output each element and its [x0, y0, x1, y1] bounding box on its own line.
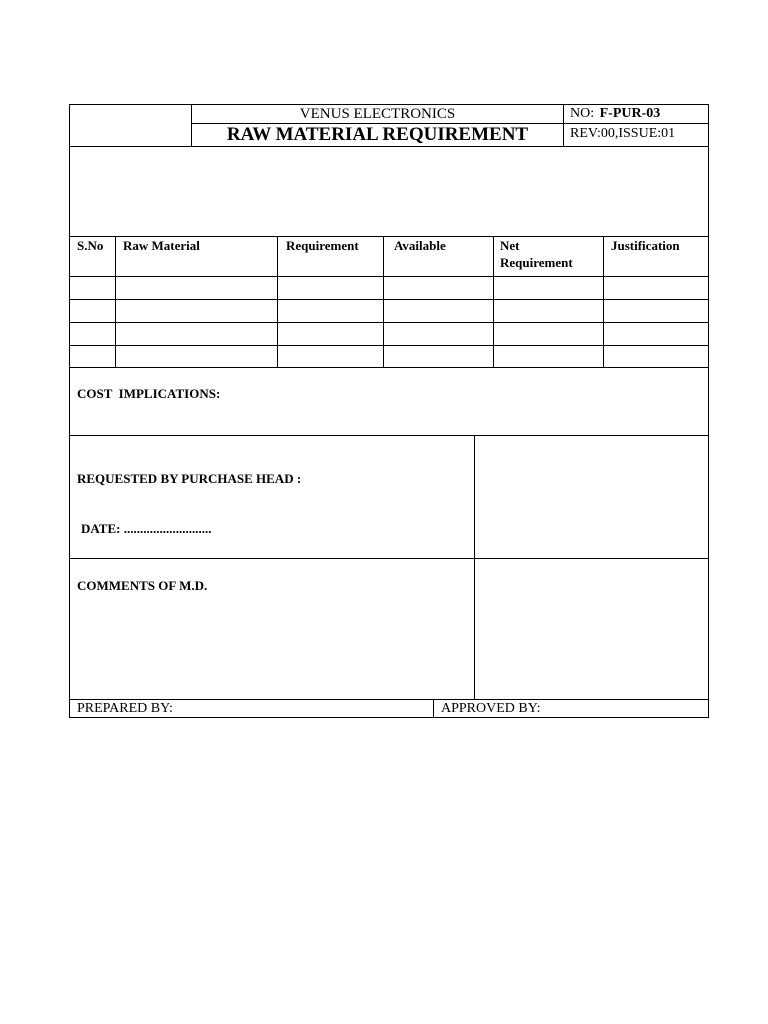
column-header-requirement: Requirement	[286, 238, 359, 253]
document-number	[570, 105, 660, 122]
column-header-raw-material: Raw Material	[123, 238, 200, 253]
table-row	[69, 322, 709, 323]
footer-divider	[433, 699, 434, 718]
requested-section-bottom-rule	[69, 558, 709, 559]
form-border	[69, 104, 709, 718]
header-bottom-rule	[69, 146, 709, 147]
signature-column-divider	[474, 435, 475, 700]
table-row	[69, 299, 709, 300]
comments-label: COMMENTS OF M.D.	[77, 578, 208, 593]
form-title: RAW MATERIAL REQUIREMENT	[226, 124, 529, 145]
col-divider-5	[603, 236, 604, 368]
document-number-label: NO:	[570, 106, 595, 121]
cost-implications-label: COST IMPLICATIONS:	[77, 386, 221, 401]
company-name: VENUS ELECTRONICS	[299, 106, 456, 122]
revision-issue: REV:00,ISSUE:01	[570, 126, 676, 141]
date-field: DATE: ...........................	[81, 521, 212, 536]
column-header-sno: S.No	[77, 238, 104, 253]
column-header-net-requirement: Net Requirement	[500, 238, 573, 270]
requested-by-label: REQUESTED BY PURCHASE HEAD :	[77, 471, 302, 486]
table-row	[69, 276, 709, 277]
col-divider-3	[383, 236, 384, 368]
col-divider-2	[277, 236, 278, 368]
header-right-divider	[563, 104, 564, 146]
col-divider-1	[115, 236, 116, 368]
column-header-available: Available	[394, 238, 446, 253]
column-header-justification: Justification	[611, 238, 680, 253]
document-number-value: F-PUR-03	[599, 106, 661, 121]
table-row	[69, 345, 709, 346]
cost-section-bottom-rule	[69, 435, 709, 436]
approved-by-label: APPROVED BY:	[441, 701, 541, 716]
table-bottom-rule	[69, 367, 709, 368]
col-divider-4	[493, 236, 494, 368]
prepared-by-label: PREPARED BY:	[77, 701, 173, 716]
